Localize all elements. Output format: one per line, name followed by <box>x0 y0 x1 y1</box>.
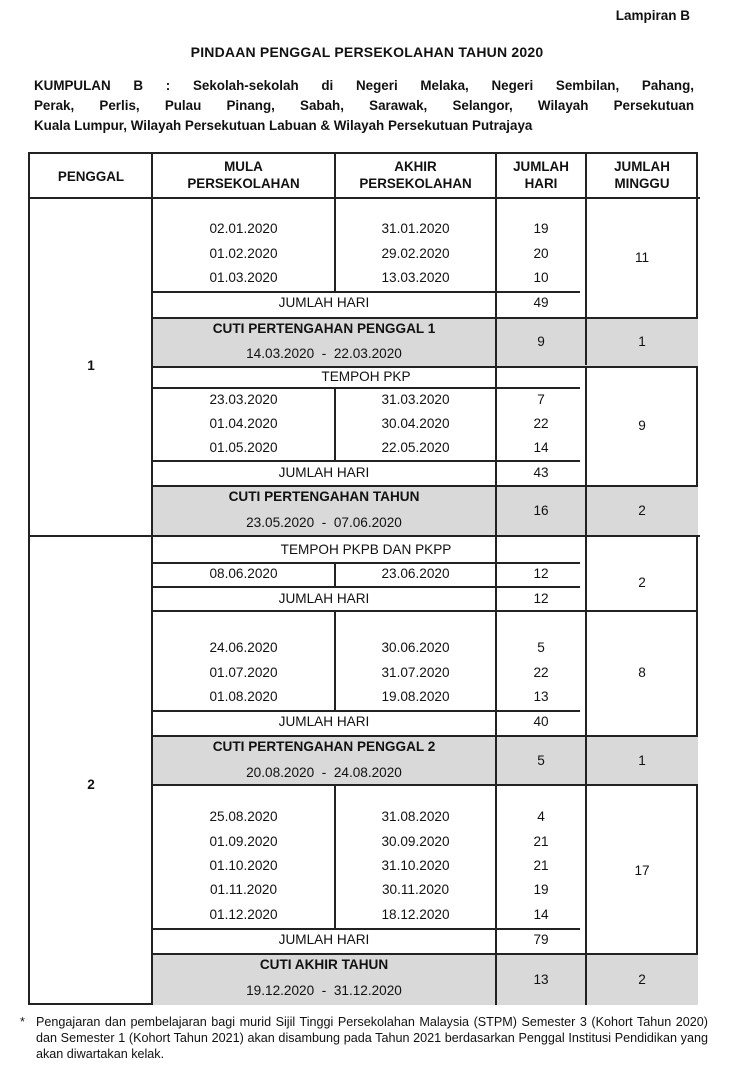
header-jumlah-minggu-line2: MINGGU <box>614 176 670 191</box>
week-count: 17 <box>634 863 650 878</box>
break-start: 20.08.2020 <box>246 765 315 780</box>
day-count: 20 <box>533 246 549 261</box>
total-days: 40 <box>533 714 549 729</box>
rule <box>152 610 698 612</box>
end-date: 31.01.2020 <box>381 221 450 236</box>
end-date: 30.11.2020 <box>381 882 450 897</box>
rule <box>152 735 698 737</box>
break-name: CUTI PERTENGAHAN PENGGAL 1 <box>212 321 436 336</box>
end-date: 30.04.2020 <box>381 416 450 431</box>
break-days: 5 <box>537 753 545 768</box>
start-date: 01.09.2020 <box>209 834 278 849</box>
break-name: CUTI PERTENGAHAN TAHUN <box>228 489 420 504</box>
end-date: 31.03.2020 <box>381 392 450 407</box>
start-date: 01.08.2020 <box>209 689 278 704</box>
header-akhir-line1: AKHIR <box>394 159 437 174</box>
start-date: 01.02.2020 <box>209 246 278 261</box>
break-name: CUTI AKHIR TAHUN <box>259 957 389 972</box>
header-mula-line2: PERSEKOLAHAN <box>187 176 300 191</box>
end-date: 18.12.2020 <box>381 907 450 922</box>
day-count: 4 <box>537 809 545 824</box>
start-date: 08.06.2020 <box>209 566 278 581</box>
end-date: 22.05.2020 <box>381 440 450 455</box>
header-mula-line1: MULA <box>224 159 263 174</box>
break-dates <box>152 515 496 531</box>
start-date: 01.04.2020 <box>209 416 278 431</box>
day-count: 10 <box>533 270 549 285</box>
date-separator: - <box>321 765 327 780</box>
total-label: JUMLAH HARI <box>278 714 370 729</box>
group-description-line: KUMPULAN B : Sekolah-sekolah di Negeri Melaka, Negeri Sembilan, Pahang, <box>34 78 694 93</box>
date-separator: - <box>321 983 327 998</box>
header-jumlah-minggu-line1: JUMLAH <box>614 159 670 174</box>
header-jumlah-hari-line1: JUMLAH <box>513 159 569 174</box>
date-separator: - <box>321 515 327 530</box>
start-date: 01.07.2020 <box>209 665 278 680</box>
rule <box>152 562 580 564</box>
rule <box>152 586 580 588</box>
term-number: 2 <box>87 777 95 792</box>
break-days: 13 <box>533 972 549 987</box>
group-description <box>34 76 694 136</box>
week-count: 9 <box>638 418 646 433</box>
day-count: 22 <box>533 416 549 431</box>
start-date: 01.05.2020 <box>209 440 278 455</box>
header-jumlah-minggu <box>586 158 698 192</box>
school-term-table <box>28 152 698 1005</box>
day-count: 19 <box>533 221 549 236</box>
break-days: 16 <box>533 503 549 518</box>
total-label: JUMLAH HARI <box>278 591 370 606</box>
start-date: 01.11.2020 <box>209 882 278 897</box>
break-days: 9 <box>537 334 545 349</box>
day-count: 12 <box>533 566 549 581</box>
break-end: 07.06.2020 <box>333 515 402 530</box>
end-date: 19.08.2020 <box>381 689 450 704</box>
header-akhir-line2: PERSEKOLAHAN <box>359 176 472 191</box>
period-label: TEMPOH PKP <box>321 369 411 384</box>
header-jumlah-hari-line2: HARI <box>524 176 558 191</box>
break-end: 22.03.2020 <box>333 346 402 361</box>
total-label: JUMLAH HARI <box>278 295 370 310</box>
rule <box>30 535 700 537</box>
start-date: 01.10.2020 <box>209 858 278 873</box>
start-date: 24.06.2020 <box>209 640 278 655</box>
break-dates <box>152 765 496 781</box>
rule <box>152 460 580 462</box>
rule <box>152 291 580 293</box>
day-count: 5 <box>537 640 545 655</box>
end-date: 30.06.2020 <box>381 640 450 655</box>
footnote-marker: * <box>20 1015 25 1029</box>
rule <box>152 710 580 712</box>
day-count: 21 <box>533 834 549 849</box>
total-label: JUMLAH HARI <box>278 932 370 947</box>
break-dates <box>152 983 496 999</box>
day-count: 7 <box>537 392 545 407</box>
day-count: 14 <box>533 440 549 455</box>
header-mula <box>152 158 335 192</box>
rule <box>152 366 698 368</box>
day-count: 22 <box>533 665 549 680</box>
period-label: TEMPOH PKPB DAN PKPP <box>280 542 452 557</box>
document-title: PINDAAN PENGGAL PERSEKOLAHAN TAHUN 2020 <box>190 44 544 60</box>
rule <box>152 953 698 955</box>
end-date: 23.06.2020 <box>381 566 450 581</box>
rule <box>152 317 698 319</box>
break-start: 23.05.2020 <box>246 515 315 530</box>
header-penggal: PENGGAL <box>57 169 125 184</box>
end-date: 31.08.2020 <box>381 809 450 824</box>
day-count: 21 <box>533 858 549 873</box>
date-separator: - <box>321 346 327 361</box>
total-label: JUMLAH HARI <box>278 465 370 480</box>
break-end: 24.08.2020 <box>333 765 402 780</box>
break-start: 14.03.2020 <box>246 346 315 361</box>
total-days: 43 <box>533 465 549 480</box>
break-weeks: 2 <box>638 503 646 518</box>
week-count: 2 <box>638 575 646 590</box>
rule <box>152 928 580 930</box>
term-number: 1 <box>87 358 95 373</box>
week-count: 11 <box>634 250 650 265</box>
end-date: 13.03.2020 <box>381 270 450 285</box>
break-dates <box>152 346 496 362</box>
group-description-line: Kuala Lumpur, Wilayah Persekutuan Labuan & Wilayah Persekutuan Putrajaya <box>34 118 533 133</box>
day-count: 19 <box>533 882 549 897</box>
week-count: 8 <box>638 665 646 680</box>
break-weeks: 1 <box>638 753 646 768</box>
header-akhir <box>335 158 496 192</box>
total-days: 12 <box>533 591 549 606</box>
end-date: 30.09.2020 <box>381 834 450 849</box>
annex-label: Lampiran B <box>615 8 690 23</box>
rule <box>152 387 580 389</box>
break-name: CUTI PERTENGAHAN PENGGAL 2 <box>212 739 436 754</box>
end-date: 31.07.2020 <box>381 665 450 680</box>
footnote-text: Pengajaran dan pembelajaran bagi murid Sijil Tinggi Persekolahan Malaysia (STPM) Semester 3 (Kohort Tahun 2020) dan Semester 1 (Kohort Tahun 2021) akan disambung pada Tahun 2021 berdasarkan Penggal Institusi Pendidikan yang akan diwartakan kelak. <box>36 1015 708 1061</box>
break-end: 31.12.2020 <box>333 983 402 998</box>
header-jumlah-hari <box>496 158 586 192</box>
rule <box>30 197 700 199</box>
end-date: 31.10.2020 <box>381 858 450 873</box>
break-weeks: 2 <box>638 972 646 987</box>
day-count: 13 <box>533 689 549 704</box>
break-weeks: 1 <box>638 334 646 349</box>
start-date: 01.03.2020 <box>209 270 278 285</box>
end-date: 29.02.2020 <box>381 246 450 261</box>
total-days: 79 <box>533 932 549 947</box>
total-days: 49 <box>533 295 549 310</box>
rule <box>152 485 698 487</box>
start-date: 25.08.2020 <box>209 809 278 824</box>
start-date: 01.12.2020 <box>209 907 278 922</box>
break-start: 19.12.2020 <box>246 983 315 998</box>
day-count: 14 <box>533 907 549 922</box>
rule <box>152 784 698 786</box>
start-date: 23.03.2020 <box>209 392 278 407</box>
group-description-line: Perak, Perlis, Pulau Pinang, Sabah, Sarawak, Selangor, Wilayah Persekutuan <box>34 98 694 113</box>
start-date: 02.01.2020 <box>209 221 278 236</box>
